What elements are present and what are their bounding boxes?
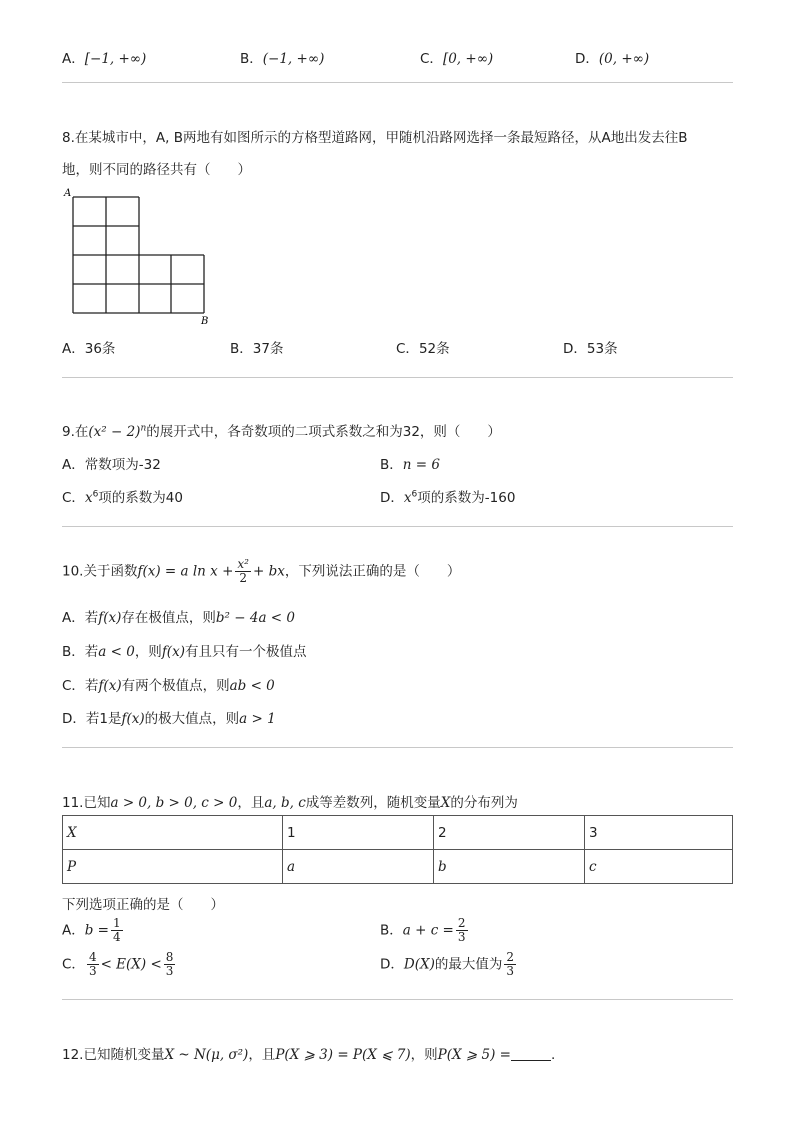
- q10-option-c-part4: ab < 0: [229, 678, 275, 694]
- q10-frac-num: x²: [237, 557, 249, 571]
- table-row: [63, 816, 733, 850]
- q9-stem: [62, 420, 501, 440]
- table-cell: P: [63, 850, 283, 884]
- q7-option-b: [240, 47, 324, 67]
- q7-option-a-letter: A．: [62, 51, 85, 67]
- q11-stem-cond: a > 0, b > 0, c > 0: [110, 795, 238, 811]
- q9-option-d-text: 项的系数为-160: [417, 490, 516, 506]
- q11-option-c: [62, 951, 177, 978]
- q8-stem-line2: 地，则不同的路径共有（ ）: [62, 162, 251, 178]
- q9-stem-expr: (x² − 2): [88, 424, 141, 440]
- q9-option-a-text: 常数项为-32: [84, 457, 161, 473]
- q11-stem-mid2: 成等差数列，随机变量: [305, 795, 441, 811]
- q11-option-c-den2: 3: [165, 964, 174, 978]
- q9-option-d: [380, 486, 515, 506]
- q9-option-c: [62, 486, 183, 506]
- q12-stem-mid2: ，则: [410, 1047, 438, 1063]
- q11-distribution-table: [62, 815, 733, 884]
- q7-option-d-text: (0, +∞): [598, 51, 650, 67]
- q8-stem-line1: 8.在某城市中，A, B两地有如图所示的方格型道路网，甲随机沿路网选择一条最短路径，从A地出发去往B: [62, 130, 688, 146]
- q10-option-b-part2: a < 0: [98, 644, 135, 660]
- q11-stem-abc: a, b, c: [264, 795, 306, 811]
- q11-option-c-mid: < E(X) <: [100, 956, 162, 973]
- q9-stem-suffix: 的展开式中，各奇数项的二项式系数之和为32，则（ ）: [146, 424, 501, 440]
- q10-option-d-part2: f(x): [121, 711, 145, 727]
- q11-option-b-lhs: a + c =: [402, 922, 454, 939]
- q9-option-c-math: x: [84, 490, 93, 506]
- q11-option-b-num: 2: [457, 916, 466, 930]
- q7-option-c-text: [0, +∞): [442, 51, 494, 67]
- q10-stem-func: f(x) = a ln x +: [137, 563, 234, 580]
- q11-stem-prefix: 11.已知: [62, 795, 111, 811]
- q8-grid-figure: [60, 186, 220, 326]
- q10-option-a-part4: b² − 4a < 0: [215, 610, 295, 626]
- q8-option-d-letter: D．: [563, 341, 587, 357]
- q10-option-a-part1: 若: [84, 610, 99, 626]
- q10-fraction: [235, 558, 251, 585]
- q8-option-c-letter: C．: [396, 341, 419, 357]
- q7-option-c: [420, 47, 493, 67]
- q8-option-b: [230, 337, 283, 357]
- q11-stem-mid: ，且: [237, 795, 265, 811]
- q11-option-d-fraction: [504, 951, 516, 978]
- table-cell: c: [585, 850, 733, 884]
- q12-stem-ask: P(X ⩾ 5) =: [437, 1047, 511, 1063]
- q10-option-b-part3: ，则: [134, 644, 162, 660]
- q11-option-d-num: 2: [506, 950, 515, 964]
- q7-option-d-letter: D．: [575, 51, 599, 67]
- divider-q10: [62, 747, 733, 748]
- q9-option-c-text: 项的系数为40: [98, 490, 183, 506]
- q11-option-b-den: 3: [457, 930, 466, 944]
- q8-option-a: [62, 337, 115, 357]
- q10-option-b-letter: B．: [62, 644, 85, 660]
- q12-stem: [62, 1043, 555, 1063]
- q10-option-b-part5: 有且只有一个极值点: [184, 644, 307, 660]
- q10-stem-suffix: ，下列说法正确的是（ ）: [284, 563, 461, 580]
- q8-option-c-text: 52条: [418, 341, 450, 357]
- q9-option-a: [62, 453, 161, 473]
- q9-option-d-math: x: [403, 490, 412, 506]
- q12-stem-end: .: [550, 1047, 556, 1063]
- q8-option-b-text: 37条: [252, 341, 284, 357]
- q10-stem-func-tail: + bx: [252, 563, 285, 580]
- divider-q9: [62, 526, 733, 527]
- q10-option-d-part3: 的极大值点，则: [144, 711, 240, 727]
- divider-q8: [62, 377, 733, 378]
- q10-option-b-part1: 若: [84, 644, 99, 660]
- q8-option-b-letter: B．: [230, 341, 253, 357]
- q10-option-a-part3: 存在极值点，则: [121, 610, 216, 626]
- q8-option-d: [563, 337, 618, 357]
- q12-stem-dist: X ~ N(μ, σ²): [164, 1047, 249, 1063]
- table-row: [63, 850, 733, 884]
- q9-option-c-sup: 6: [92, 489, 99, 500]
- table-cell: 1: [283, 816, 434, 850]
- q10-frac-den: 2: [239, 571, 247, 585]
- q10-option-c-part3: 有两个极值点，则: [121, 678, 230, 694]
- q11-option-c-fraction2: [164, 951, 176, 978]
- q7-option-d: [575, 47, 649, 67]
- q10-option-b-part4: f(x): [161, 644, 185, 660]
- q8-option-c: [396, 337, 450, 357]
- q9-option-b-text: n = 6: [402, 457, 440, 473]
- q10-stem: [62, 558, 460, 585]
- q7-option-a: [62, 47, 146, 67]
- q7-option-c-letter: C．: [420, 51, 443, 67]
- q8-option-d-text: 53条: [586, 341, 618, 357]
- q10-option-d-letter: D．: [62, 711, 86, 727]
- q11-option-d-den: 3: [506, 964, 515, 978]
- q8-option-a-letter: A．: [62, 341, 85, 357]
- q11-option-d-letter: D．: [380, 956, 404, 973]
- q11-prompt: 下列选项正确的是（ ）: [62, 897, 224, 913]
- q9-stem-prefix: 9.在: [62, 424, 89, 440]
- q9-option-a-letter: A．: [62, 457, 85, 473]
- table-cell: 3: [585, 816, 733, 850]
- q11-option-b: [380, 917, 470, 944]
- q11-option-a-den: 4: [113, 930, 121, 944]
- q12-stem-cond: P(X ⩾ 3) = P(X ⩽ 7): [275, 1047, 411, 1063]
- q7-option-b-text: (−1, +∞): [262, 51, 325, 67]
- q10-option-d: [62, 707, 276, 727]
- q9-stem-sup: n: [140, 423, 147, 434]
- q11-option-c-den1: 3: [88, 964, 97, 978]
- q8-label-b: B: [201, 316, 209, 326]
- q11-option-a-lhs: b =: [84, 922, 109, 939]
- divider-q11: [62, 999, 733, 1000]
- q11-option-d-lhs: D(X): [403, 956, 435, 973]
- q11-stem: [62, 791, 518, 811]
- q11-stem-x: X: [440, 795, 451, 811]
- q10-option-c-part2: f(x): [98, 678, 122, 694]
- q10-option-a-part2: f(x): [98, 610, 122, 626]
- q11-option-a-fraction: [111, 917, 123, 944]
- q10-option-c-letter: C．: [62, 678, 85, 694]
- q11-option-b-letter: B．: [380, 922, 403, 939]
- q8-option-a-text: 36条: [84, 341, 116, 357]
- table-cell: X: [63, 816, 283, 850]
- q11-option-b-fraction: [456, 917, 468, 944]
- q9-option-b-letter: B．: [380, 457, 403, 473]
- q11-option-d: [380, 951, 518, 978]
- q8-label-a: A: [64, 188, 72, 199]
- q10-option-d-part1: 若1是: [85, 711, 122, 727]
- q12-answer-blank[interactable]: [511, 1060, 551, 1061]
- q11-option-d-text: 的最大值为: [434, 956, 503, 973]
- q11-option-c-num1: 4: [88, 950, 97, 964]
- q10-option-a: [62, 606, 295, 626]
- q10-option-c-part1: 若: [84, 678, 99, 694]
- q10-stem-prefix: 10.关于函数: [62, 563, 138, 580]
- q11-option-c-fraction1: [87, 951, 99, 978]
- q10-option-d-part4: a > 1: [239, 711, 276, 727]
- divider-q7: [62, 82, 733, 83]
- q12-stem-prefix: 12.已知随机变量: [62, 1047, 165, 1063]
- q11-stem-suffix: 的分布列为: [450, 795, 518, 811]
- q7-option-a-text: [−1, +∞): [84, 51, 147, 67]
- q11-option-c-letter: C．: [62, 956, 85, 973]
- q9-option-d-sup: 6: [411, 489, 418, 500]
- q11-option-a-letter: A．: [62, 922, 85, 939]
- q9-option-b: [380, 453, 440, 473]
- q10-option-a-letter: A．: [62, 610, 85, 626]
- q10-option-b: [62, 640, 306, 660]
- q11-option-c-num2: 8: [165, 950, 174, 964]
- table-cell: a: [283, 850, 434, 884]
- q11-option-a-num: 1: [113, 916, 121, 930]
- q11-option-a: [62, 917, 125, 944]
- q9-option-d-letter: D．: [380, 490, 404, 506]
- q10-option-c: [62, 674, 275, 694]
- q9-option-c-letter: C．: [62, 490, 85, 506]
- q7-option-b-letter: B．: [240, 51, 263, 67]
- q12-stem-mid: ，且: [248, 1047, 276, 1063]
- table-cell: 2: [434, 816, 585, 850]
- table-cell: b: [434, 850, 585, 884]
